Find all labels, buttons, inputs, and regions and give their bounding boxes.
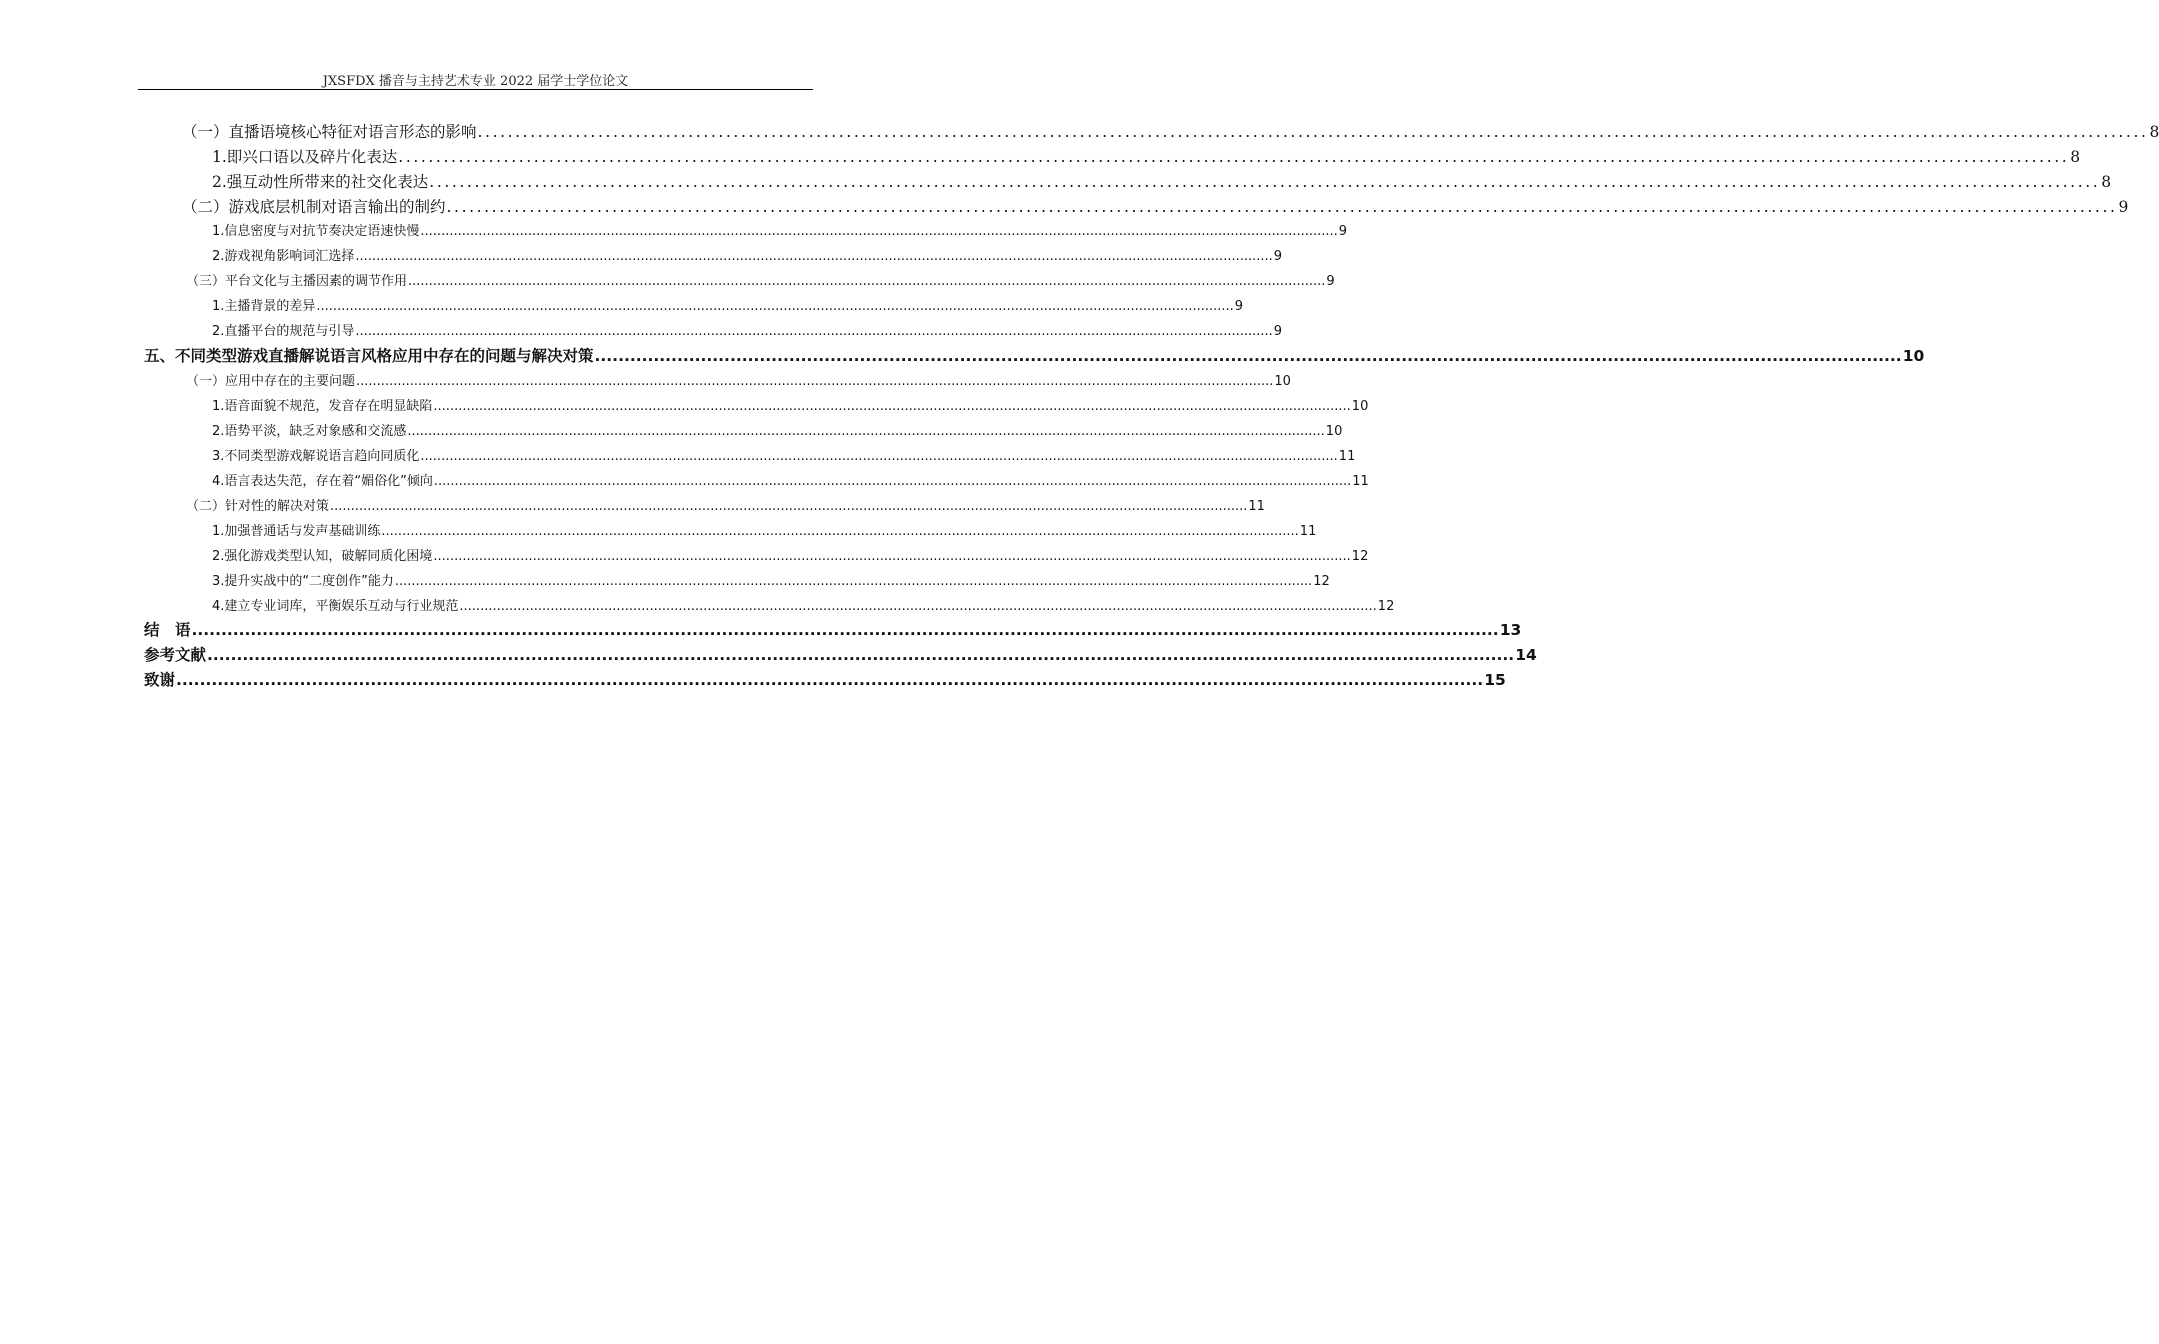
toc-entry[interactable]: [182, 195, 2129, 217]
toc-entry-label: 3.提升实战中的“二度创作”能力: [212, 574, 394, 589]
toc-entry[interactable]: [186, 370, 1291, 389]
toc-entry[interactable]: [212, 470, 1369, 489]
toc-leader: ..............................................................................................................................................................................................................................: [477, 123, 2149, 141]
toc-page-number: 15: [1484, 671, 1506, 689]
toc-leader: ..............................................................................................................................................................................................................................: [433, 549, 1351, 564]
toc-entry[interactable]: [212, 595, 1395, 614]
toc-page-number: 10: [1351, 399, 1369, 414]
toc-entry-label: 4.建立专业词库，平衡娱乐互动与行业规范: [212, 599, 459, 614]
toc-leader: ..............................................................................................................................................................................................................................: [433, 474, 1352, 489]
toc-leader: ..............................................................................................................................................................................................................................: [355, 324, 1273, 339]
toc-chapter-entry[interactable]: [144, 643, 1537, 665]
toc-entry-label: 1.信息密度与对抗节奏决定语速快慢: [212, 224, 420, 239]
toc-entry-label: 2.强化游戏类型认知，破解同质化困境: [212, 549, 433, 564]
toc-leader: ..............................................................................................................................................................................................................................: [176, 671, 1484, 689]
toc-entry-label: 1.语音面貌不规范，发音存在明显缺陷: [212, 399, 433, 414]
toc-leader: ..............................................................................................................................................................................................................................: [316, 299, 1234, 314]
toc-page-number: 12: [1377, 599, 1395, 614]
toc-leader: ..............................................................................................................................................................................................................................: [407, 424, 1325, 439]
toc-leader: ..............................................................................................................................................................................................................................: [594, 347, 1902, 365]
toc-entry[interactable]: [212, 395, 1369, 414]
toc-entry-label: 1.主播背景的差异: [212, 299, 316, 314]
toc-page-number: 9: [1326, 274, 1335, 289]
toc-page-number: 9: [1273, 324, 1283, 339]
toc-leader: ..............................................................................................................................................................................................................................: [398, 148, 2070, 166]
toc-entry-label: （三）平台文化与主播因素的调节作用: [186, 274, 408, 289]
toc-entry-label: （一）应用中存在的主要问题: [186, 374, 356, 389]
toc-leader: ..............................................................................................................................................................................................................................: [355, 249, 1273, 264]
toc-entry[interactable]: [186, 495, 1265, 514]
toc-entry-label: 结 语: [144, 621, 191, 639]
toc-entry[interactable]: [212, 545, 1369, 564]
toc-leader: ..............................................................................................................................................................................................................................: [191, 621, 1499, 639]
toc-entry-label: 2.强互动性所带来的社交化表达: [212, 173, 429, 191]
toc-entry-label: 参考文献: [144, 646, 207, 664]
toc-entry-label: 1.即兴口语以及碎片化表达: [212, 148, 398, 166]
toc-page-number: 12: [1313, 574, 1330, 589]
toc-page-number: 13: [1499, 621, 1522, 639]
toc-leader: ..............................................................................................................................................................................................................................: [446, 198, 2118, 216]
toc-entry-label: 2.直播平台的规范与引导: [212, 324, 355, 339]
toc-entry[interactable]: [212, 145, 2081, 167]
toc-leader: ..............................................................................................................................................................................................................................: [207, 646, 1515, 664]
toc-chapter-entry[interactable]: [144, 668, 1506, 690]
toc-entry-label: （二）游戏底层机制对语言输出的制约: [182, 198, 446, 216]
toc-entry-label: 1.加强普通话与发声基础训练: [212, 524, 381, 539]
toc-page-number: 9: [1234, 299, 1244, 314]
toc-entry-label: （一）直播语境核心特征对语言形态的影响: [182, 123, 477, 141]
toc-leader: ..............................................................................................................................................................................................................................: [433, 399, 1351, 414]
toc-entry-label: 2.游戏视角影响词汇选择: [212, 249, 355, 264]
toc-leader: ..............................................................................................................................................................................................................................: [381, 524, 1299, 539]
toc-leader: ..............................................................................................................................................................................................................................: [429, 173, 2101, 191]
toc-chapter-entry[interactable]: [144, 618, 1522, 640]
toc-page-number: 11: [1352, 474, 1369, 489]
toc-entry[interactable]: [182, 120, 2159, 142]
toc-entry[interactable]: [212, 245, 1283, 264]
toc-entry[interactable]: [212, 320, 1283, 339]
toc-leader: ..............................................................................................................................................................................................................................: [394, 574, 1313, 589]
toc-entry[interactable]: [212, 170, 2112, 192]
toc-page-number: 11: [1338, 449, 1356, 464]
toc-entry[interactable]: [212, 445, 1356, 464]
toc-entry[interactable]: [212, 570, 1330, 589]
toc-entry-label: （二）针对性的解决对策: [186, 499, 330, 514]
toc-entry[interactable]: [186, 270, 1335, 289]
toc-page-number: 9: [1338, 224, 1348, 239]
toc-page-number: 8: [2070, 148, 2081, 166]
toc-page-number: 9: [1273, 249, 1283, 264]
toc-leader: ..............................................................................................................................................................................................................................: [420, 224, 1338, 239]
toc-leader: ..............................................................................................................................................................................................................................: [330, 499, 1248, 514]
toc-page-number: 8: [2149, 123, 2159, 141]
toc-leader: ..............................................................................................................................................................................................................................: [356, 374, 1274, 389]
toc-page-number: 11: [1248, 499, 1265, 514]
toc-entry-label: 2.语势平淡，缺乏对象感和交流感: [212, 424, 407, 439]
toc-page-number: 11: [1299, 524, 1317, 539]
header-divider: [138, 89, 813, 90]
toc-page-number: 10: [1274, 374, 1291, 389]
toc-page-number: 14: [1515, 646, 1537, 664]
toc-page-number: 9: [2118, 198, 2129, 216]
toc-leader: ..............................................................................................................................................................................................................................: [459, 599, 1377, 614]
toc-leader: ..............................................................................................................................................................................................................................: [408, 274, 1326, 289]
page-header: JXSFDX 播音与主持艺术专业 2022 届学士学位论文: [322, 74, 629, 89]
toc-entry[interactable]: [212, 420, 1343, 439]
toc-chapter-entry[interactable]: [144, 344, 1925, 366]
toc-entry[interactable]: [212, 520, 1317, 539]
toc-entry-label: 致谢: [144, 671, 176, 689]
toc-entry-label: 3.不同类型游戏解说语言趋向同质化: [212, 449, 420, 464]
toc-entry[interactable]: [212, 220, 1348, 239]
toc-page-number: 10: [1902, 347, 1925, 365]
toc-entry[interactable]: [212, 295, 1244, 314]
toc-entry-label: 4.语言表达失范，存在着“媚俗化”倾向: [212, 474, 433, 489]
toc-entry-label: 五、不同类型游戏直播解说语言风格应用中存在的问题与解决对策: [144, 347, 594, 365]
toc-page-number: 12: [1351, 549, 1369, 564]
toc-leader: ..............................................................................................................................................................................................................................: [420, 449, 1338, 464]
toc-page-number: 8: [2101, 173, 2112, 191]
toc-page-number: 10: [1325, 424, 1343, 439]
